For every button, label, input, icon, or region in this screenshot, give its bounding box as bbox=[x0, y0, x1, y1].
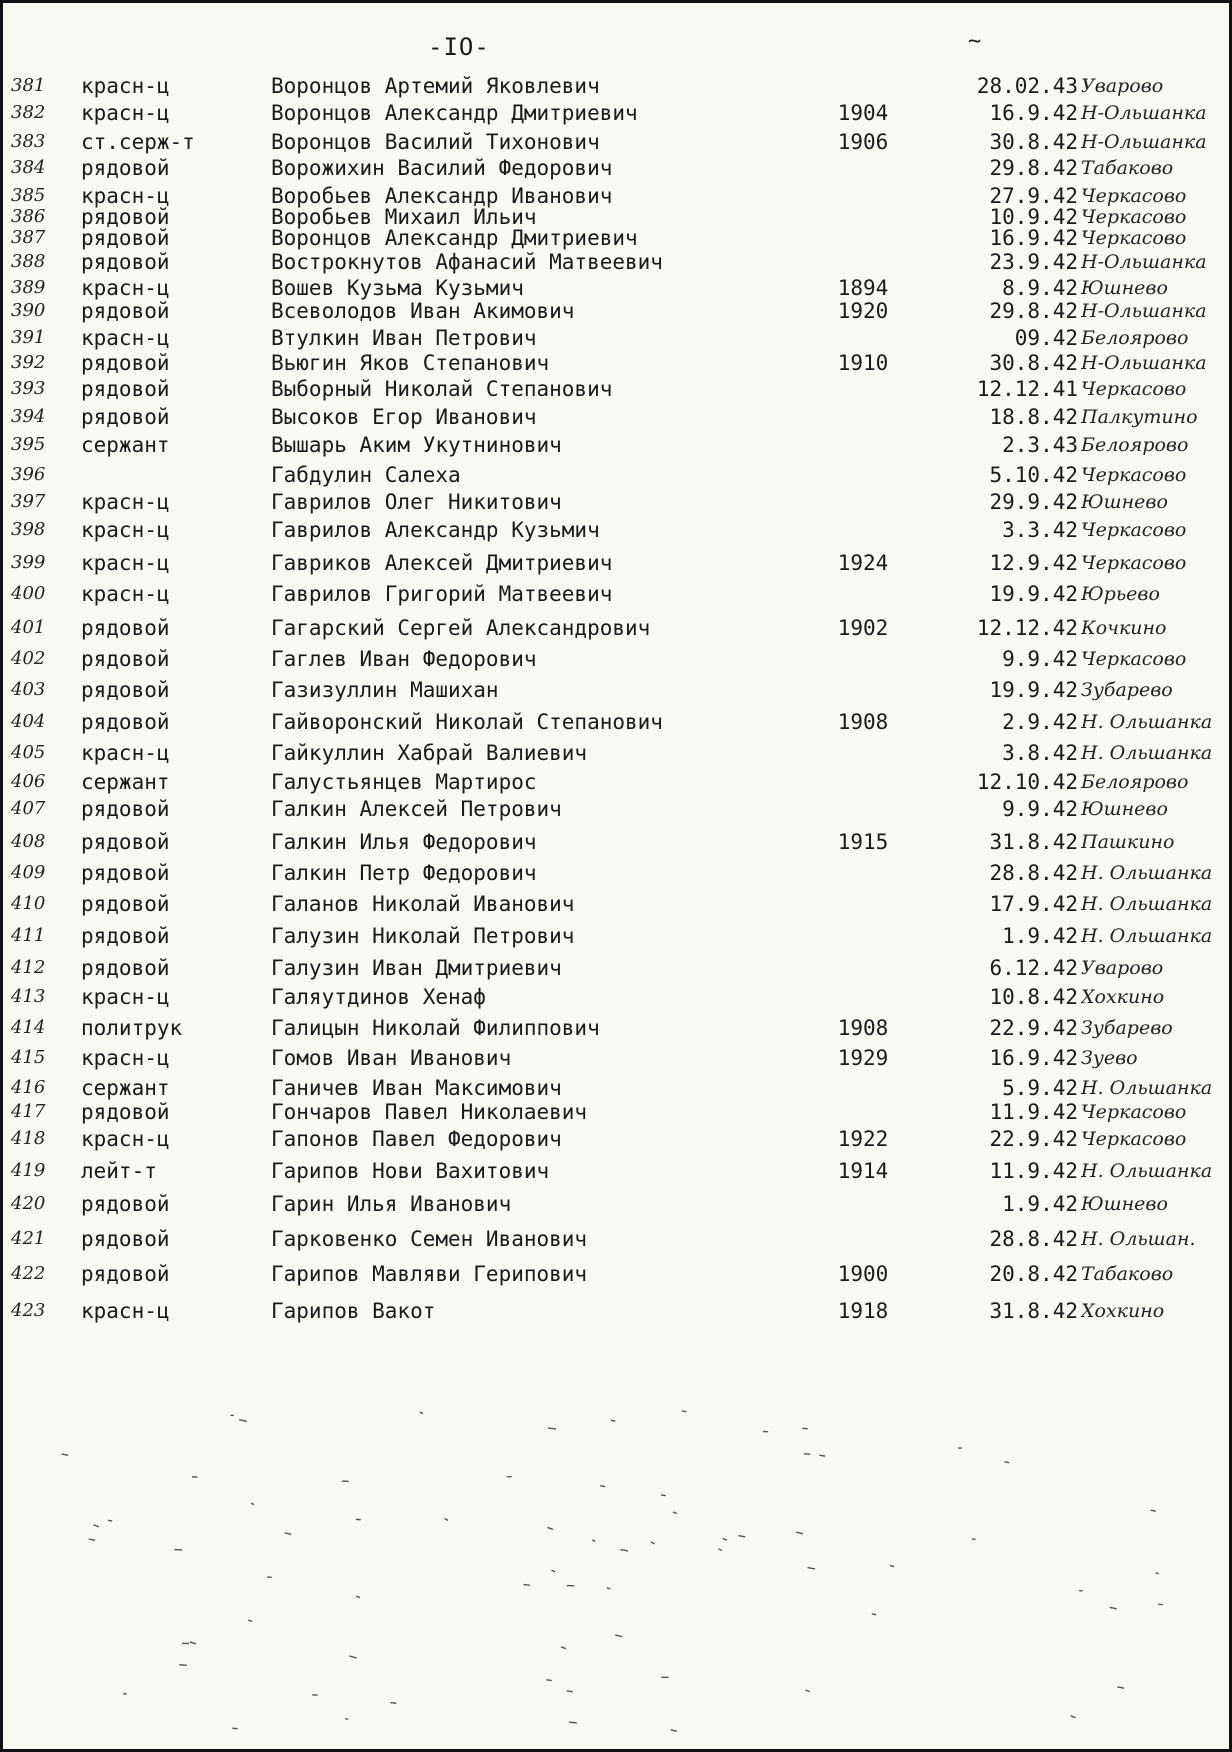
death-date: 30.8.42 bbox=[989, 130, 1078, 154]
full-name: Гаврилов Олег Никитович bbox=[271, 490, 562, 514]
table-row bbox=[3, 1156, 1229, 1186]
rank: лейт-т bbox=[81, 1159, 157, 1183]
burial-place: Уварово bbox=[1081, 957, 1164, 979]
death-date: 12.12.42 bbox=[976, 616, 1078, 640]
full-name: Галкин Петр Федорович bbox=[271, 861, 537, 885]
rank: рядовой bbox=[81, 250, 170, 274]
birth-year: 1929 bbox=[837, 1046, 889, 1070]
rank: красн-ц bbox=[81, 741, 170, 765]
full-name: Гарковенко Семен Иванович bbox=[271, 1227, 588, 1251]
record-number: 392 bbox=[11, 352, 46, 373]
burial-place: Кочкино bbox=[1081, 617, 1167, 639]
burial-place: Белоярово bbox=[1081, 771, 1189, 793]
record-number: 389 bbox=[11, 277, 46, 298]
rank: ст.серж-т bbox=[81, 130, 195, 154]
record-number: 384 bbox=[11, 157, 46, 178]
burial-place: Юшнево bbox=[1081, 491, 1168, 513]
burial-place: Н. Ольшанка bbox=[1081, 1160, 1213, 1182]
record-number: 391 bbox=[11, 327, 46, 348]
birth-year: 1920 bbox=[837, 299, 889, 323]
rank: сержант bbox=[81, 1076, 170, 1100]
table-row bbox=[3, 548, 1229, 578]
full-name: Гаглев Иван Федорович bbox=[271, 647, 537, 671]
full-name: Габдулин Салеха bbox=[271, 463, 461, 487]
full-name: Вострокнутов Афанасий Матвеевич bbox=[271, 250, 663, 274]
death-date: 12.10.42 bbox=[976, 770, 1078, 794]
table-row bbox=[3, 579, 1229, 609]
table-row bbox=[3, 1013, 1229, 1043]
full-name: Галкин Алексей Петрович bbox=[271, 797, 562, 821]
full-name: Гаврилов Александр Кузьмич bbox=[271, 518, 600, 542]
burial-place: Черкасово bbox=[1081, 519, 1187, 541]
burial-place: Хохкино bbox=[1081, 1300, 1165, 1322]
death-date: 16.9.42 bbox=[989, 1046, 1078, 1070]
record-number: 417 bbox=[11, 1101, 46, 1122]
birth-year: 1904 bbox=[837, 101, 889, 125]
record-number: 410 bbox=[11, 893, 46, 914]
death-date: 3.8.42 bbox=[1002, 741, 1078, 765]
death-date: 29.8.42 bbox=[989, 299, 1078, 323]
death-date: 27.9.42 bbox=[989, 184, 1078, 208]
burial-place: Н. Ольшанка bbox=[1081, 742, 1213, 764]
rank: рядовой bbox=[81, 797, 170, 821]
full-name: Гавриков Алексей Дмитриевич bbox=[271, 551, 613, 575]
record-number: 386 bbox=[11, 206, 46, 227]
burial-place: Н. Ольшанка bbox=[1081, 925, 1213, 947]
death-date: 29.8.42 bbox=[989, 156, 1078, 180]
full-name: Гончаров Павел Николаевич bbox=[271, 1100, 588, 1124]
birth-year: 1908 bbox=[837, 1016, 889, 1040]
table-row bbox=[3, 153, 1229, 183]
burial-place: Н-Ольшанка bbox=[1081, 300, 1207, 322]
death-date: 17.9.42 bbox=[989, 892, 1078, 916]
record-number: 409 bbox=[11, 862, 46, 883]
table-row bbox=[3, 1296, 1229, 1326]
rank: красн-ц bbox=[81, 184, 170, 208]
full-name: Гапонов Павел Федорович bbox=[271, 1127, 562, 1151]
page-number: -IO- bbox=[428, 33, 490, 61]
birth-year: 1894 bbox=[837, 276, 889, 300]
death-date: 19.9.42 bbox=[989, 678, 1078, 702]
full-name: Гагарский Сергей Александрович bbox=[271, 616, 651, 640]
record-number: 405 bbox=[11, 742, 46, 763]
table-row bbox=[3, 430, 1229, 460]
full-name: Гарипов Нови Вахитович bbox=[271, 1159, 550, 1183]
table-row bbox=[3, 738, 1229, 768]
burial-place: Уварово bbox=[1081, 75, 1164, 97]
burial-place: Юшнево bbox=[1081, 798, 1168, 820]
burial-place: Зуево bbox=[1081, 1047, 1138, 1069]
rank: рядовой bbox=[81, 710, 170, 734]
rank: рядовой bbox=[81, 616, 170, 640]
rank: рядовой bbox=[81, 377, 170, 401]
record-number: 390 bbox=[11, 300, 46, 321]
rank: красн-ц bbox=[81, 276, 170, 300]
burial-place: Н. Ольшанка bbox=[1081, 1077, 1213, 1099]
full-name: Ганичев Иван Максимович bbox=[271, 1076, 562, 1100]
full-name: Высоков Егор Иванович bbox=[271, 405, 537, 429]
death-date: 20.8.42 bbox=[989, 1262, 1078, 1286]
table-row bbox=[3, 1259, 1229, 1289]
rank: рядовой bbox=[81, 226, 170, 250]
table-row bbox=[3, 675, 1229, 705]
table-row bbox=[3, 707, 1229, 737]
rank: рядовой bbox=[81, 405, 170, 429]
birth-year: 1910 bbox=[837, 351, 889, 375]
rank: красн-ц bbox=[81, 101, 170, 125]
birth-year: 1902 bbox=[837, 616, 889, 640]
record-number: 407 bbox=[11, 798, 46, 819]
rank: сержант bbox=[81, 433, 170, 457]
rank: красн-ц bbox=[81, 1127, 170, 1151]
rank: красн-ц bbox=[81, 1299, 170, 1323]
full-name: Выборный Николай Степанович bbox=[271, 377, 613, 401]
rank: рядовой bbox=[81, 678, 170, 702]
death-date: 23.9.42 bbox=[989, 250, 1078, 274]
full-name: Газизуллин Машихан bbox=[271, 678, 499, 702]
record-number: 388 bbox=[11, 251, 46, 272]
rank: рядовой bbox=[81, 299, 170, 323]
death-date: 29.9.42 bbox=[989, 490, 1078, 514]
burial-place: Табаково bbox=[1081, 1263, 1174, 1285]
death-date: 10.9.42 bbox=[989, 205, 1078, 229]
table-row bbox=[3, 827, 1229, 857]
record-number: 420 bbox=[11, 1193, 46, 1214]
table-row bbox=[3, 858, 1229, 888]
rank: рядовой bbox=[81, 892, 170, 916]
full-name: Воронцов Александр Дмитриевич bbox=[271, 101, 638, 125]
death-date: 12.9.42 bbox=[989, 551, 1078, 575]
table-row bbox=[3, 374, 1229, 404]
birth-year: 1924 bbox=[837, 551, 889, 575]
record-number: 401 bbox=[11, 617, 46, 638]
table-row bbox=[3, 460, 1229, 490]
rank: рядовой bbox=[81, 1262, 170, 1286]
record-number: 421 bbox=[11, 1228, 46, 1249]
table-row bbox=[3, 767, 1229, 797]
record-number: 397 bbox=[11, 491, 46, 512]
table-row bbox=[3, 613, 1229, 643]
birth-year: 1918 bbox=[837, 1299, 889, 1323]
record-number: 381 bbox=[11, 75, 46, 96]
death-date: 18.8.42 bbox=[989, 405, 1078, 429]
rank: рядовой bbox=[81, 830, 170, 854]
rank: рядовой bbox=[81, 156, 170, 180]
birth-year: 1922 bbox=[837, 1127, 889, 1151]
record-number: 399 bbox=[11, 552, 46, 573]
birth-year: 1914 bbox=[837, 1159, 889, 1183]
death-date: 22.9.42 bbox=[989, 1127, 1078, 1151]
full-name: Воробьев Александр Иванович bbox=[271, 184, 613, 208]
full-name: Вышарь Аким Укутнинович bbox=[271, 433, 562, 457]
table-row bbox=[3, 515, 1229, 545]
rank: красн-ц bbox=[81, 582, 170, 606]
burial-place: Белоярово bbox=[1081, 434, 1189, 456]
rank: рядовой bbox=[81, 1192, 170, 1216]
death-date: 8.9.42 bbox=[1002, 276, 1078, 300]
death-date: 16.9.42 bbox=[989, 226, 1078, 250]
table-row bbox=[3, 402, 1229, 432]
burial-place: Черкасово bbox=[1081, 648, 1187, 670]
death-date: 10.8.42 bbox=[989, 985, 1078, 1009]
table-row bbox=[3, 1097, 1229, 1127]
full-name: Воронцов Александр Дмитриевич bbox=[271, 226, 638, 250]
full-name: Галузин Иван Дмитриевич bbox=[271, 956, 562, 980]
death-date: 11.9.42 bbox=[989, 1100, 1078, 1124]
table-row bbox=[3, 1224, 1229, 1254]
burial-place: Белоярово bbox=[1081, 327, 1189, 349]
death-date: 30.8.42 bbox=[989, 351, 1078, 375]
record-number: 402 bbox=[11, 648, 46, 669]
record-number: 400 bbox=[11, 583, 46, 604]
record-number: 404 bbox=[11, 711, 46, 732]
burial-place: Черкасово bbox=[1081, 464, 1187, 486]
full-name: Втулкин Иван Петрович bbox=[271, 326, 537, 350]
death-date: 31.8.42 bbox=[989, 830, 1078, 854]
birth-year: 1915 bbox=[837, 830, 889, 854]
full-name: Гарипов Мавляви Герипович bbox=[271, 1262, 588, 1286]
record-number: 415 bbox=[11, 1047, 46, 1068]
rank: красн-ц bbox=[81, 1046, 170, 1070]
rank: красн-ц bbox=[81, 74, 170, 98]
table-row bbox=[3, 98, 1229, 128]
burial-place: Н-Ольшанка bbox=[1081, 131, 1207, 153]
record-number: 385 bbox=[11, 185, 46, 206]
table-row bbox=[3, 644, 1229, 674]
burial-place: Табаково bbox=[1081, 157, 1174, 179]
burial-place: Хохкино bbox=[1081, 986, 1165, 1008]
record-number: 412 bbox=[11, 957, 46, 978]
full-name: Галицын Николай Филиппович bbox=[271, 1016, 600, 1040]
full-name: Вошев Кузьма Кузьмич bbox=[271, 276, 524, 300]
death-date: 28.02.43 bbox=[976, 74, 1078, 98]
burial-place: Палкутино bbox=[1081, 406, 1198, 428]
burial-place: Зубарево bbox=[1081, 1017, 1173, 1039]
table-row bbox=[3, 1043, 1229, 1073]
burial-place: Черкасово bbox=[1081, 185, 1187, 207]
death-date: 1.9.42 bbox=[1002, 924, 1078, 948]
burial-place: Юшнево bbox=[1081, 1193, 1168, 1215]
birth-year: 1906 bbox=[837, 130, 889, 154]
table-row bbox=[3, 1189, 1229, 1219]
burial-place: Черкасово bbox=[1081, 1101, 1187, 1123]
table-row bbox=[3, 921, 1229, 951]
rank: красн-ц bbox=[81, 551, 170, 575]
burial-place: Черкасово bbox=[1081, 552, 1187, 574]
record-number: 403 bbox=[11, 679, 46, 700]
death-date: 28.8.42 bbox=[989, 1227, 1078, 1251]
rank: красн-ц bbox=[81, 490, 170, 514]
burial-place: Н-Ольшанка bbox=[1081, 251, 1207, 273]
death-date: 11.9.42 bbox=[989, 1159, 1078, 1183]
burial-place: Юрьево bbox=[1081, 583, 1160, 605]
record-number: 418 bbox=[11, 1128, 46, 1149]
full-name: Гайворонский Николай Степанович bbox=[271, 710, 663, 734]
table-row bbox=[3, 889, 1229, 919]
rank: рядовой bbox=[81, 1100, 170, 1124]
rank: рядовой bbox=[81, 1227, 170, 1251]
burial-place: Черкасово bbox=[1081, 206, 1187, 228]
record-number: 414 bbox=[11, 1017, 46, 1038]
record-number: 416 bbox=[11, 1077, 46, 1098]
death-date: 5.9.42 bbox=[1002, 1076, 1078, 1100]
death-date: 16.9.42 bbox=[989, 101, 1078, 125]
table-row bbox=[3, 953, 1229, 983]
record-number: 406 bbox=[11, 771, 46, 792]
death-date: 28.8.42 bbox=[989, 861, 1078, 885]
rank: рядовой bbox=[81, 351, 170, 375]
rank: политрук bbox=[81, 1016, 183, 1040]
record-number: 411 bbox=[11, 925, 46, 946]
rank: рядовой bbox=[81, 205, 170, 229]
full-name: Вьюгин Яков Степанович bbox=[271, 351, 550, 375]
death-date: 3.3.42 bbox=[1002, 518, 1078, 542]
death-date: 12.12.41 bbox=[976, 377, 1078, 401]
table-row bbox=[3, 487, 1229, 517]
burial-place: Черкасово bbox=[1081, 378, 1187, 400]
burial-place: Юшнево bbox=[1081, 277, 1168, 299]
death-date: 2.3.43 bbox=[1002, 433, 1078, 457]
burial-place: Черкасово bbox=[1081, 227, 1187, 249]
rank: рядовой bbox=[81, 956, 170, 980]
record-number: 396 bbox=[11, 464, 46, 485]
record-number: 387 bbox=[11, 227, 46, 248]
full-name: Гарин Илья Иванович bbox=[271, 1192, 512, 1216]
table-row bbox=[3, 71, 1229, 101]
burial-place: Н. Ольшанка bbox=[1081, 711, 1213, 733]
rank: рядовой bbox=[81, 924, 170, 948]
rank: красн-ц bbox=[81, 518, 170, 542]
record-number: 422 bbox=[11, 1263, 46, 1284]
burial-place: Пашкино bbox=[1081, 831, 1175, 853]
record-number: 382 bbox=[11, 102, 46, 123]
full-name: Галяутдинов Хенаф bbox=[271, 985, 486, 1009]
record-number: 423 bbox=[11, 1300, 46, 1321]
full-name: Всеволодов Иван Акимович bbox=[271, 299, 575, 323]
death-date: 19.9.42 bbox=[989, 582, 1078, 606]
record-number: 419 bbox=[11, 1160, 46, 1181]
rank: красн-ц bbox=[81, 985, 170, 1009]
rank: рядовой bbox=[81, 647, 170, 671]
death-date: 9.9.42 bbox=[1002, 797, 1078, 821]
birth-year: 1908 bbox=[837, 710, 889, 734]
record-number: 383 bbox=[11, 131, 46, 152]
death-date: 6.12.42 bbox=[989, 956, 1078, 980]
burial-place: Н-Ольшанка bbox=[1081, 102, 1207, 124]
death-date: 2.9.42 bbox=[1002, 710, 1078, 734]
full-name: Воронцов Василий Тихонович bbox=[271, 130, 600, 154]
death-date: 1.9.42 bbox=[1002, 1192, 1078, 1216]
death-date: 31.8.42 bbox=[989, 1299, 1078, 1323]
full-name: Гайкуллин Хабрай Валиевич bbox=[271, 741, 588, 765]
full-name: Воробьев Михаил Ильич bbox=[271, 205, 537, 229]
burial-place: Н. Ольшан. bbox=[1081, 1228, 1196, 1250]
death-date: 5.10.42 bbox=[989, 463, 1078, 487]
record-number: 393 bbox=[11, 378, 46, 399]
full-name: Гарипов Вакот bbox=[271, 1299, 436, 1323]
full-name: Галузин Николай Петрович bbox=[271, 924, 575, 948]
full-name: Гомов Иван Иванович bbox=[271, 1046, 512, 1070]
table-row bbox=[3, 982, 1229, 1012]
table-row bbox=[3, 1124, 1229, 1154]
full-name: Гаврилов Григорий Матвеевич bbox=[271, 582, 613, 606]
birth-year: 1900 bbox=[837, 1262, 889, 1286]
death-date: 22.9.42 bbox=[989, 1016, 1078, 1040]
burial-place: Черкасово bbox=[1081, 1128, 1187, 1150]
table-row bbox=[3, 296, 1229, 326]
full-name: Ворожихин Василий Федорович bbox=[271, 156, 613, 180]
record-number: 413 bbox=[11, 986, 46, 1007]
record-list bbox=[3, 3, 1229, 1749]
record-number: 398 bbox=[11, 519, 46, 540]
burial-place: Н. Ольшанка bbox=[1081, 862, 1213, 884]
burial-place: Зубарево bbox=[1081, 679, 1173, 701]
burial-place: Н. Ольшанка bbox=[1081, 893, 1213, 915]
top-mark: ~ bbox=[968, 29, 982, 54]
burial-place: Н-Ольшанка bbox=[1081, 352, 1207, 374]
full-name: Галанов Николай Иванович bbox=[271, 892, 575, 916]
rank: сержант bbox=[81, 770, 170, 794]
full-name: Галустьянцев Мартирос bbox=[271, 770, 537, 794]
table-row bbox=[3, 794, 1229, 824]
full-name: Галкин Илья Федорович bbox=[271, 830, 537, 854]
rank: красн-ц bbox=[81, 326, 170, 350]
record-number: 394 bbox=[11, 406, 46, 427]
record-number: 408 bbox=[11, 831, 46, 852]
full-name: Воронцов Артемий Яковлевич bbox=[271, 74, 600, 98]
record-number: 395 bbox=[11, 434, 46, 455]
rank: рядовой bbox=[81, 861, 170, 885]
death-date: 09.42 bbox=[1014, 326, 1078, 350]
death-date: 9.9.42 bbox=[1002, 647, 1078, 671]
